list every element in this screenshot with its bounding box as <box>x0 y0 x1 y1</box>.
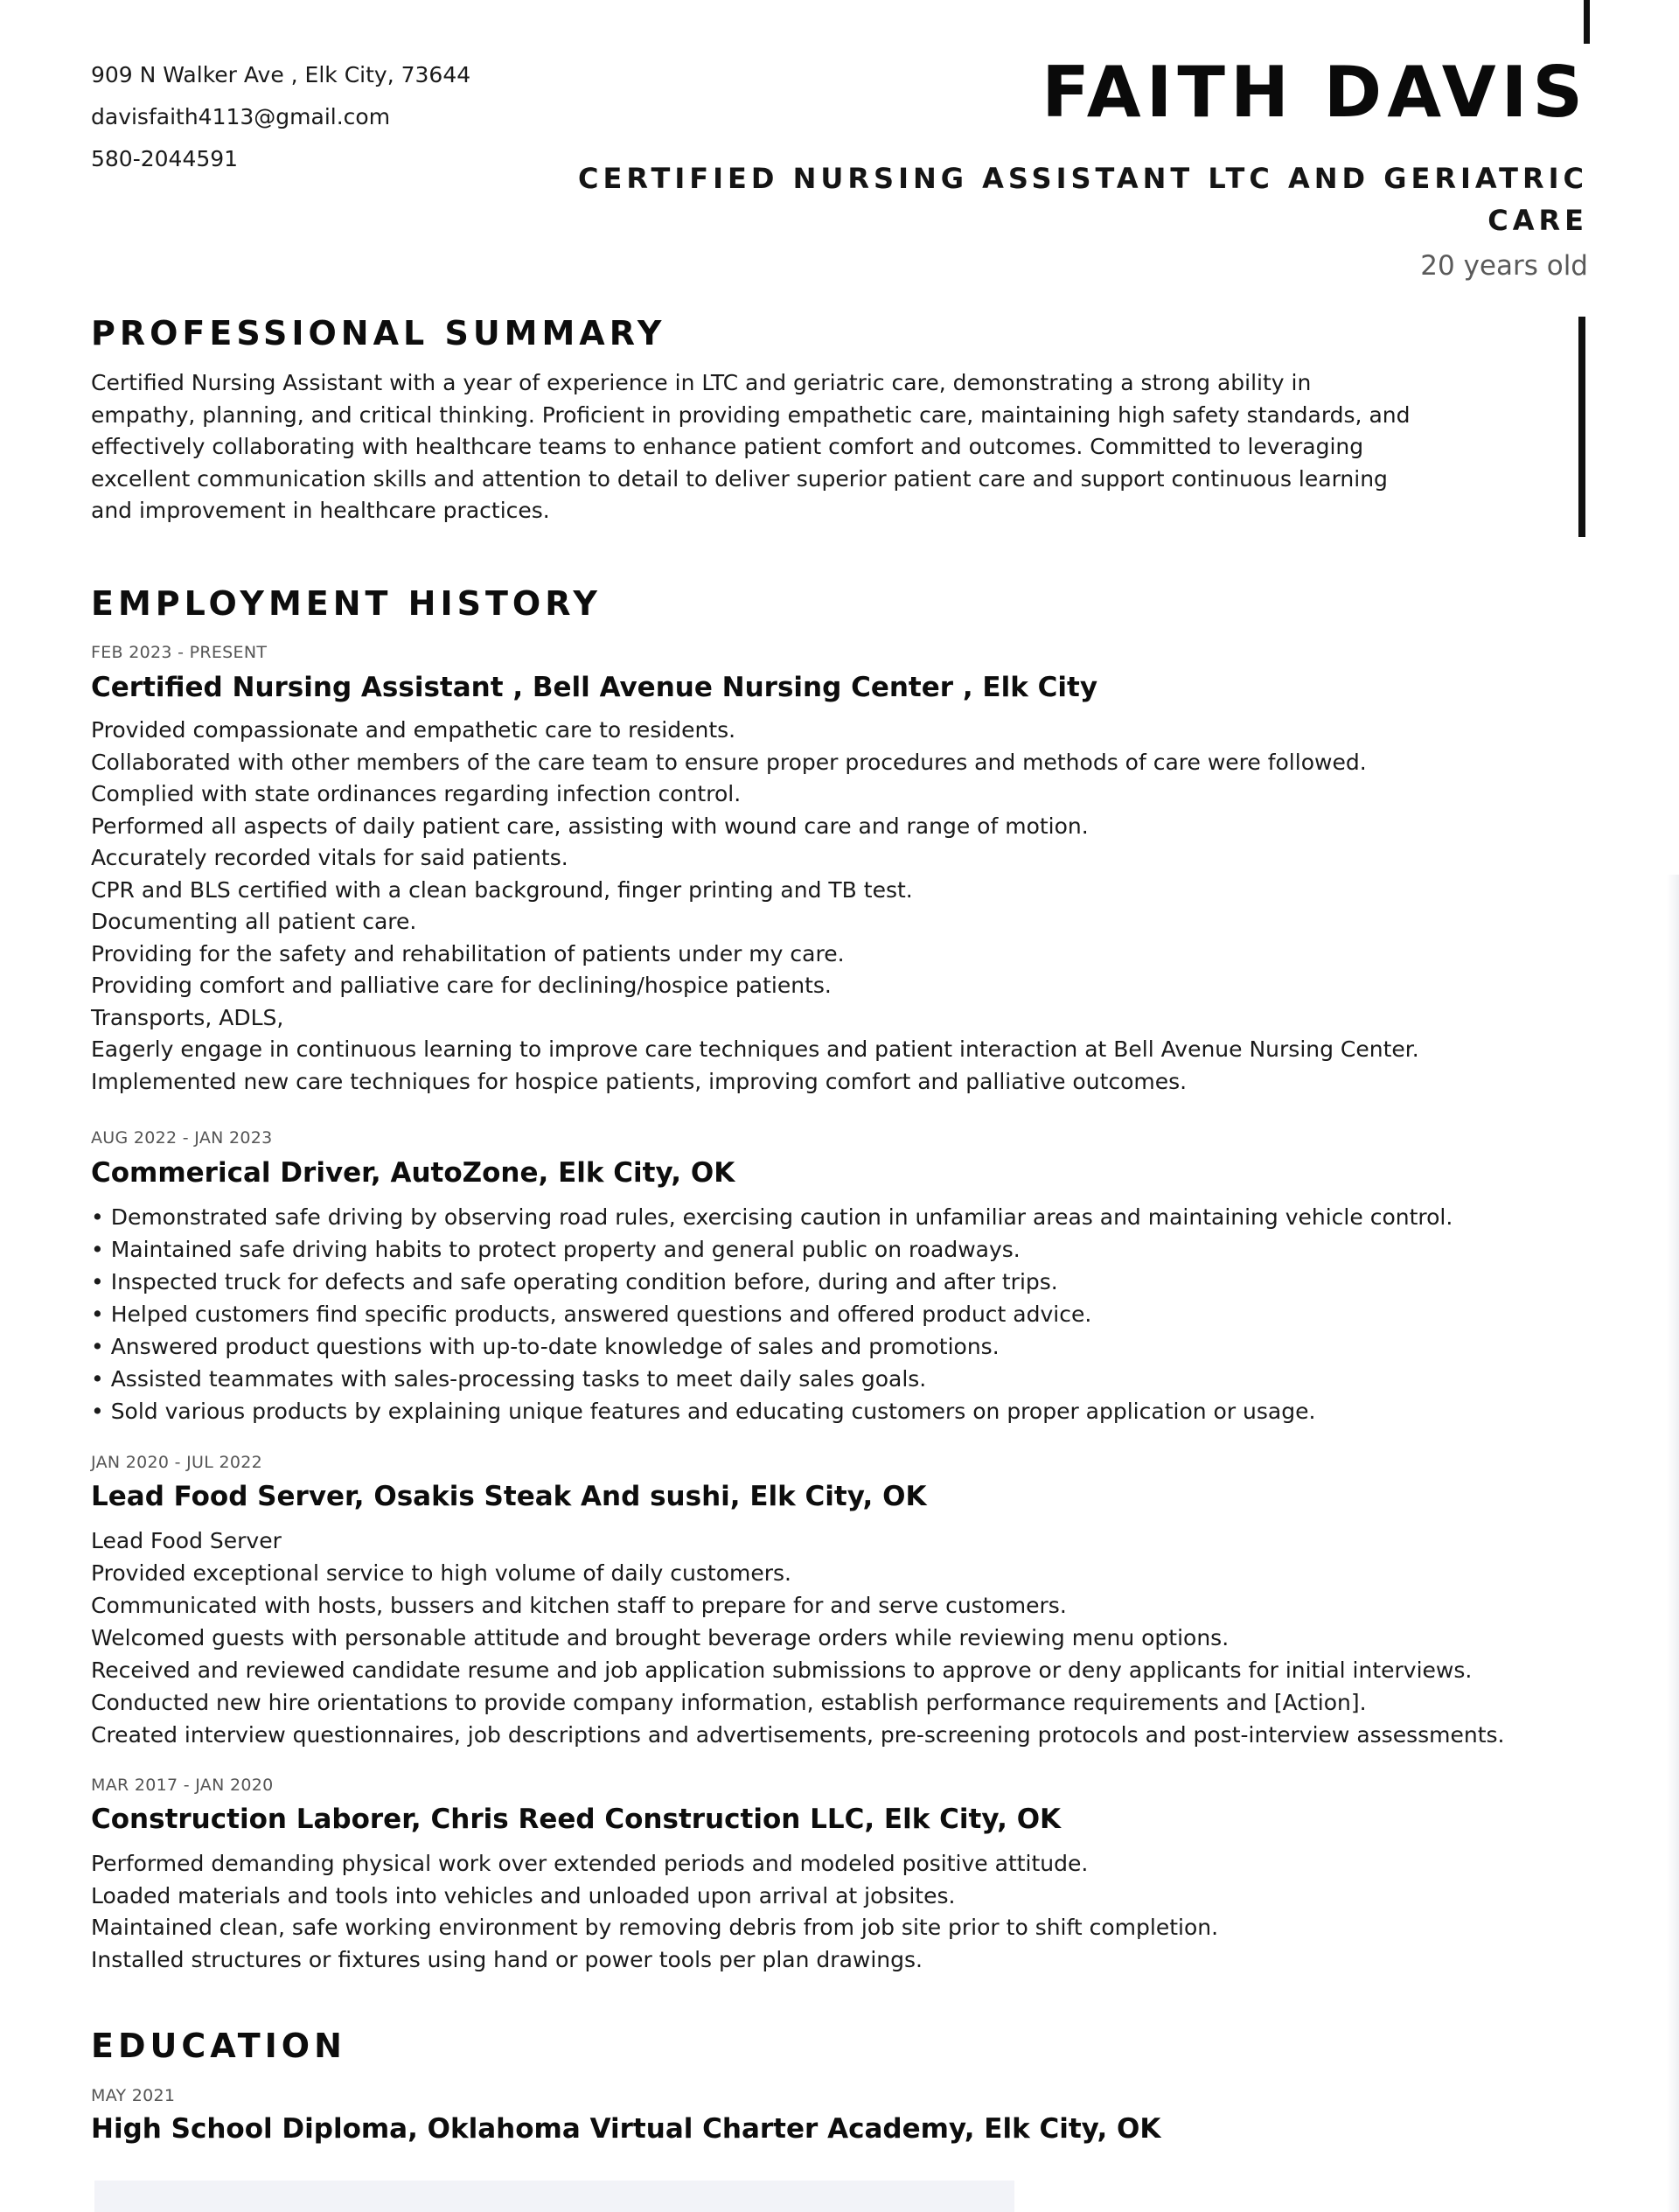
job-line: Eagerly engage in continuous learning to improve care techniques and patient interaction at Bell Avenue Nursing Center. <box>91 1036 1419 1062</box>
summary-line: effectively collaborating with healthcare teams to enhance patient comfort and outcomes. Committed to leveraging <box>91 434 1364 459</box>
job-line: CPR and BLS certified with a clean background, finger printing and TB test. <box>91 876 913 903</box>
job-line: Providing for the safety and rehabilitation of patients under my care. <box>91 940 845 966</box>
job-line: Received and reviewed candidate resume and job application submissions to approve or deny applicants for initial interviews. <box>91 1657 1473 1683</box>
job-title: Certified Nursing Assistant , Bell Avenue Nursing Center , Elk City <box>91 672 1098 703</box>
job-bullet: • Maintained safe driving habits to protect property and general public on roadways. <box>91 1237 1021 1262</box>
page-edge-shadow <box>1667 875 1679 2212</box>
job-line: Performed demanding physical work over extended periods and modeled positive attitude. <box>91 1851 1089 1876</box>
summary-line: and improvement in healthcare practices. <box>91 498 550 523</box>
job-dates: JAN 2020 - JUL 2022 <box>91 1453 262 1472</box>
job-line: Created interview questionnaires, job descriptions and advertisements, pre-screening protocols and post-interview assessments. <box>91 1722 1505 1748</box>
job-line: Documenting all patient care. <box>91 909 417 934</box>
job-bullet: • Sold various products by explaining unique features and educating customers on proper application or usage. <box>91 1399 1316 1424</box>
job-line: Accurately recorded vitals for said patients. <box>91 845 568 870</box>
job-description <box>91 1201 1453 1427</box>
summary-line: empathy, planning, and critical thinking. Proficient in providing empathetic care, maintaining high safety standards, and <box>91 401 1411 428</box>
summary-text <box>91 367 1525 527</box>
job-title: Lead Food Server, Osakis Steak And sushi, Elk City, OK <box>91 1481 927 1512</box>
job-dates: FEB 2023 - PRESENT <box>91 643 268 662</box>
job-line: Loaded materials and tools into vehicles and unloaded upon arrival at jobsites. <box>91 1882 956 1908</box>
job-line: Welcomed guests with personable attitude and brought beverage orders while reviewing menu options. <box>91 1625 1230 1650</box>
job-line: Provided exceptional service to high volume of daily customers. <box>91 1560 791 1586</box>
job-line: Provided compassionate and empathetic care to residents. <box>91 717 736 743</box>
job-description <box>91 1525 1504 1751</box>
headline-line-2: CARE <box>1487 204 1588 237</box>
job-line: Transports, ADLS, <box>91 1004 284 1030</box>
contact-phone: 580-2044591 <box>91 146 239 171</box>
job-title: Commerical Driver, AutoZone, Elk City, OK <box>91 1157 735 1189</box>
job-bullet: • Demonstrated safe driving by observing road rules, exercising caution in unfamiliar areas and maintaining vehicle control. <box>91 1204 1453 1230</box>
contact-email: davisfaith4113@gmail.com <box>91 104 391 129</box>
job-line: Installed structures or fixtures using hand or power tools per plan drawings. <box>91 1946 923 1972</box>
job-title: Construction Laborer, Chris Reed Construction LLC, Elk City, OK <box>91 1804 1062 1835</box>
job-bullet: • Helped customers find specific products, answered questions and offered product advice. <box>91 1301 1092 1327</box>
job-line: Conducted new hire orientations to provide company information, establish performance requirements and [Action]. <box>91 1690 1367 1715</box>
job-line: Communicated with hosts, bussers and kitchen staff to prepare for and serve customers. <box>91 1593 1067 1618</box>
job-dates: MAR 2017 - JAN 2020 <box>91 1776 274 1795</box>
job-description <box>91 1848 1218 1976</box>
side-accent-rule <box>1578 317 1585 537</box>
headline-line-1: CERTIFIED NURSING ASSISTANT LTC AND GERIATRIC <box>578 162 1588 195</box>
education-heading: EDUCATION <box>91 2027 346 2065</box>
contact-block <box>91 54 470 180</box>
education-degree: High School Diploma, Oklahoma Virtual Charter Academy, Elk City, OK <box>91 2113 1161 2145</box>
job-line: Complied with state ordinances regarding infection control. <box>91 781 742 806</box>
summary-line: Certified Nursing Assistant with a year of experience in LTC and geriatric care, demonstrating a strong ability in <box>91 370 1312 395</box>
job-line: Implemented new care techniques for hospice patients, improving comfort and palliative outcomes. <box>91 1068 1188 1094</box>
job-description <box>91 715 1419 1098</box>
contact-address: 909 N Walker Ave , Elk City, 73644 <box>91 62 471 87</box>
job-bullet: • Inspected truck for defects and safe operating condition before, during and after trips. <box>91 1269 1058 1294</box>
employment-heading: EMPLOYMENT HISTORY <box>91 584 602 623</box>
job-line: Providing comfort and palliative care for declining/hospice patients. <box>91 973 832 998</box>
job-bullet: • Assisted teammates with sales-processing tasks to meet daily sales goals. <box>91 1366 927 1392</box>
job-line: Collaborated with other members of the care team to ensure proper procedures and methods of care were followed. <box>91 749 1367 775</box>
candidate-headline <box>495 157 1588 241</box>
job-line: Performed all aspects of daily patient care, assisting with wound care and range of motion. <box>91 813 1089 839</box>
page-bottom-tint <box>94 2181 1014 2212</box>
summary-line: excellent communication skills and attention to detail to deliver superior patient care and support continuous learning <box>91 465 1388 492</box>
job-line: Lead Food Server <box>91 1528 282 1553</box>
job-line: Maintained clean, safe working environment by removing debris from job site prior to shift completion. <box>91 1915 1219 1940</box>
candidate-age: 20 years old <box>1420 250 1588 282</box>
candidate-name: FAITH DAVIS <box>1042 52 1588 133</box>
top-accent-rule <box>1584 0 1590 44</box>
education-dates: MAY 2021 <box>91 2086 176 2105</box>
job-dates: AUG 2022 - JAN 2023 <box>91 1128 273 1148</box>
job-bullet: • Answered product questions with up-to-date knowledge of sales and promotions. <box>91 1334 1000 1359</box>
summary-heading: PROFESSIONAL SUMMARY <box>91 314 666 352</box>
